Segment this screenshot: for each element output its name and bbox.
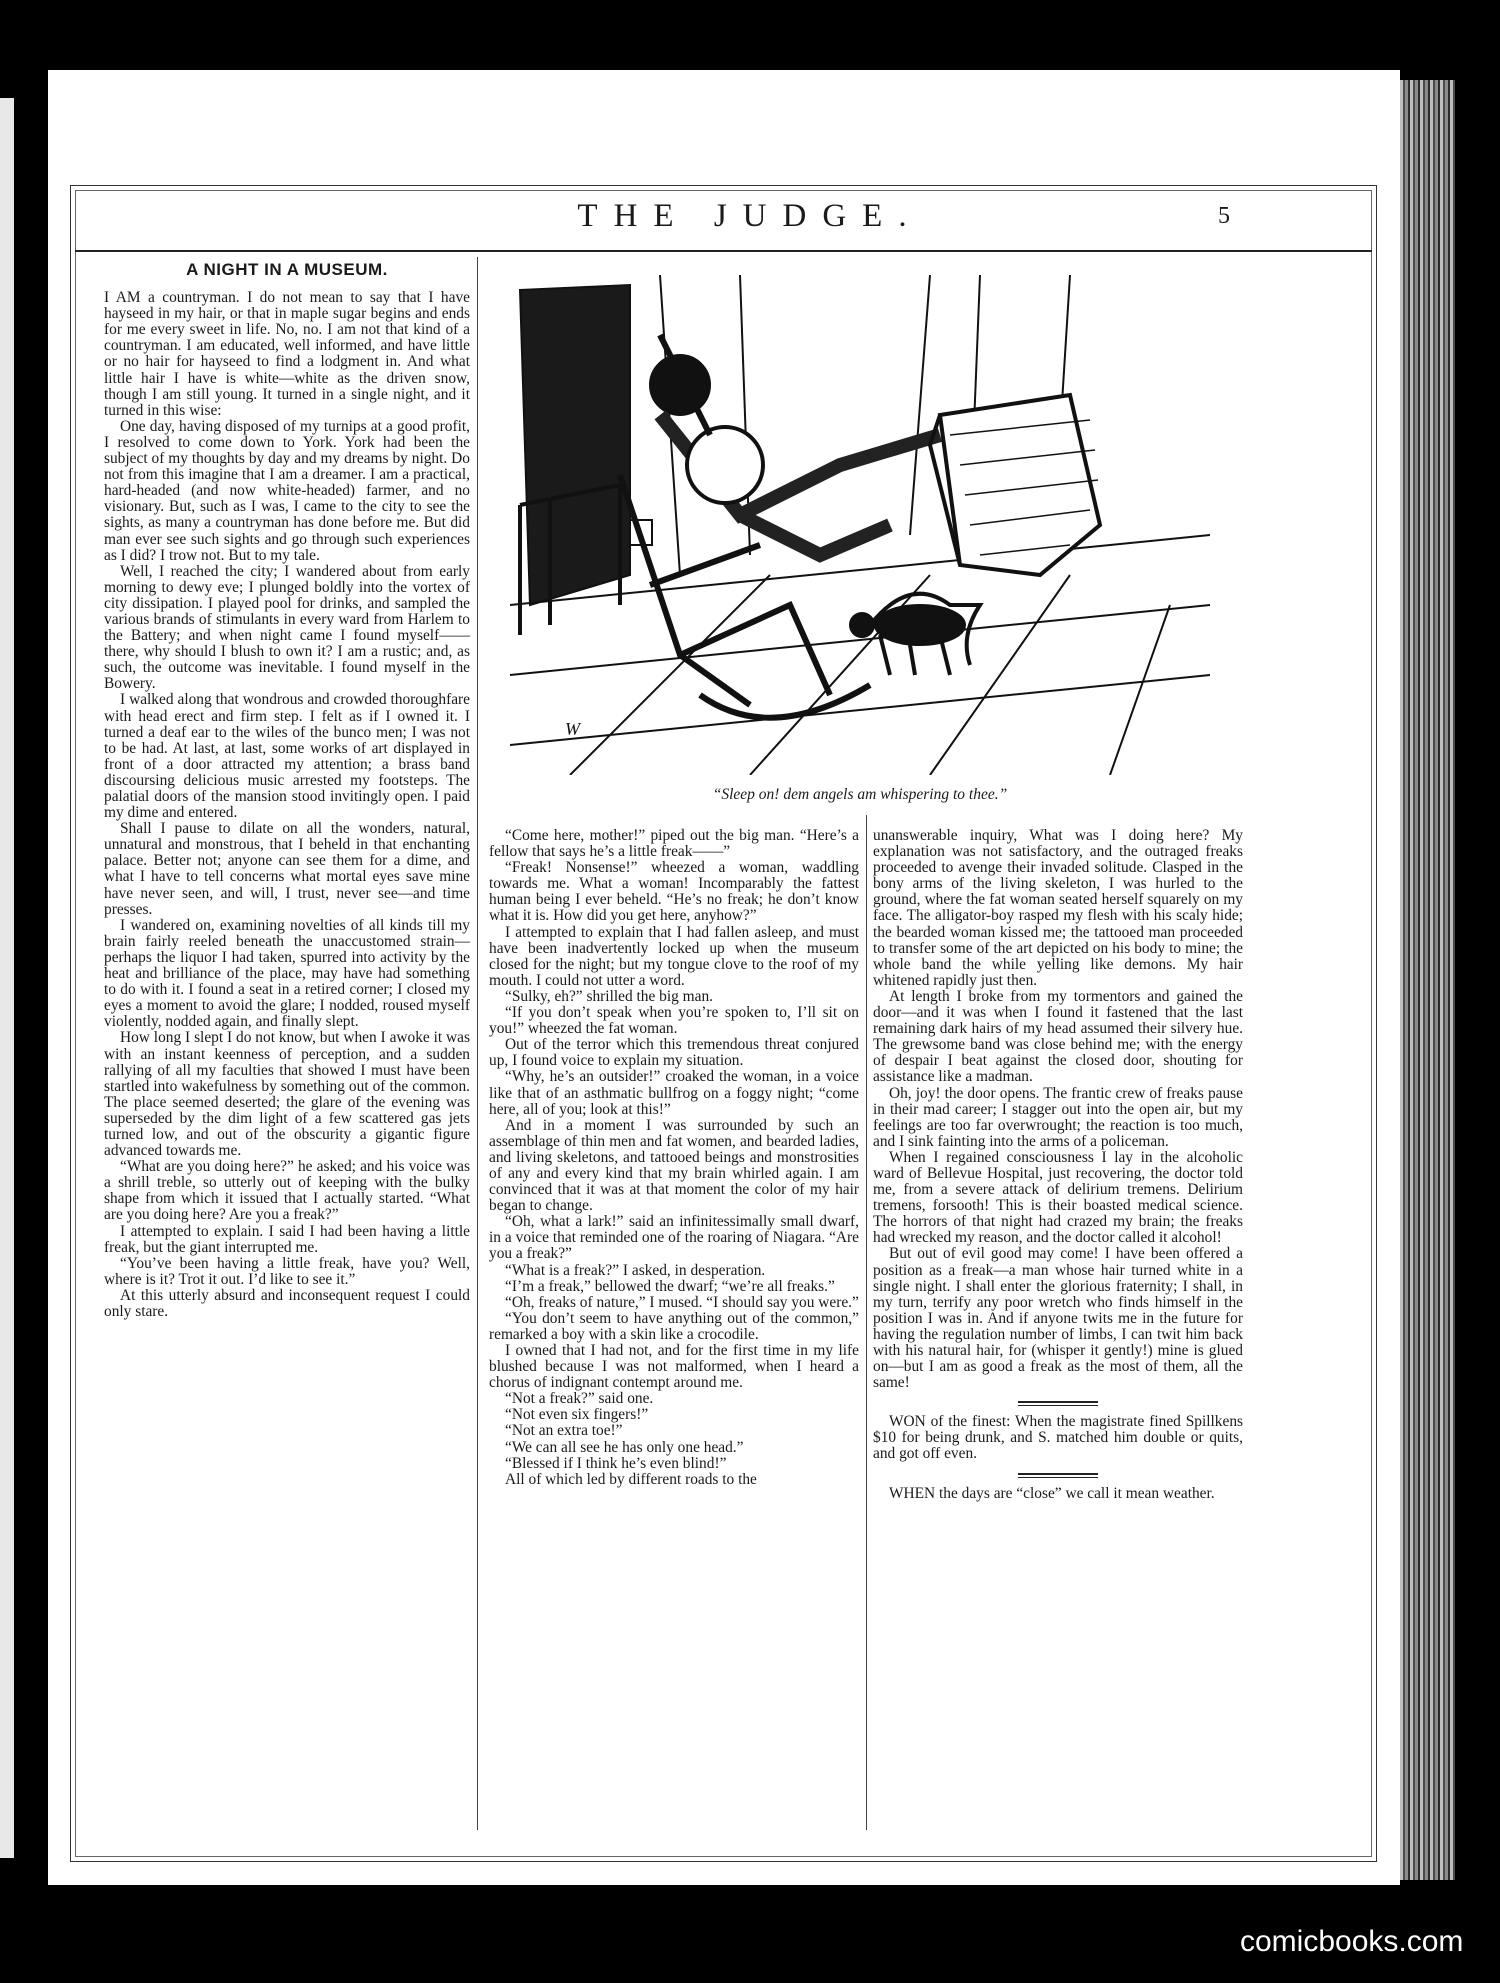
filler-paragraph: WON of the finest: When the magistrate fined Spillkens $10 for being drunk, and S. matched him double or quits, and got off even. [873, 1413, 1243, 1463]
illustration-drawing [510, 275, 1210, 775]
article-paragraph: I wandered on, examining novelties of all kinds till my brain fairly reeled beneath the unaccustomed strain—perhaps the liquor I had taken, spurred into activity by the heat and brilliance of the place, may have had something to do with it. I found a seat in a retired corner; I closed my eyes a moment to avoid the glare; I nodded, roused myself violently, nodded again, and finally slept. [104, 916, 470, 1031]
source-watermark: comicbooks.com [1240, 1925, 1464, 1958]
article-paragraph: Out of the terror which this tremendous threat conjured up, I found voice to explain my situation. [489, 1036, 859, 1070]
column-rule-2 [866, 815, 867, 1830]
article-paragraph: Oh, joy! the door opens. The frantic crew of freaks pause in their mad career; I stagger out into the open air, but my feelings are too far overwrought; the reaction is too much, and I sink fainting into the arms of a policeman. [873, 1084, 1243, 1150]
article-paragraph: “What are you doing here?” he asked; and his voice was a shrill treble, so utterly out of keeping with the bulky shape from which it issued that I actually started. “What are you doing here? Are you a freak?” [104, 1158, 470, 1224]
article-paragraph: I walked along that wondrous and crowded thoroughfare with head erect and firm step. I felt as if I owned it. I turned a deaf ear to the wiles of the bunco men; I was not to be had. At last, at last, some works of art displayed in front of a door attracted my attention; a brass band discoursing delicious music arrested my footsteps. The palatial doors of the mansion stood invitingly open. I paid my dime and entered. [104, 691, 470, 822]
article-paragraph: But out of evil good may come! I have been offered a position as a freak—a man whose hair turned white in a single night. I shall enter the glorious fraternity; I shall, in my turn, terrify any poor wretch who finds himself in the position I was in. And if anyone twits me in the future for having the regulation number of limbs, I can twit him back with his natural hair, for (whisper it gently!) mine is glued on—but I am as good a freak as the most of them, all the same! [873, 1245, 1243, 1392]
page-binding-left [0, 98, 14, 1858]
article-paragraph: “Blessed if I think he’s even blind!” [505, 1454, 727, 1472]
article-paragraph: “Sulky, eh?” shrilled the big man. [505, 987, 714, 1005]
article-paragraph: One day, having disposed of my turnips at a good profit, I resolved to come down to York. York had been the subject of my thoughts by day and my dreams by night. Do not from this imagine that I am a dreamer. I am a practical, hard-headed (and now white-headed) farmer, and no visionary. But, such as I was, I came to the city to see the sights, as many a countryman has done before me. But did man ever see such sights and go through such experiences as I did? I trow not. But to my tale. [104, 417, 470, 564]
article-paragraph: “Not even six fingers!” [505, 1406, 649, 1424]
article-paragraph: “What is a freak?” I asked, in desperation. [505, 1261, 766, 1279]
article-paragraph: “Oh, freaks of nature,” I mused. “I should say you were.” [505, 1293, 859, 1311]
article-paragraph: “Not an extra toe!” [505, 1422, 623, 1440]
article-paragraph: And in a moment I was surrounded by such an assemblage of thin men and fat women, and bearded ladies, and living skeletons, and tattooed beings and monstrosities of any and every kind that my brain whirled again. I am convinced that it was at that moment the color of my hair began to change. [489, 1116, 859, 1215]
article-paragraph: I AM a countryman. I do not mean to say that I have hayseed in my hair, or that in maple sugar begins and ends for me every sweet in life. No, no. I am not that kind of a countryman. I am educated, well informed, and have little or no hair for hayseed to find a lodgment in. And what little hair I have is white—white as the driven snow, though I am still young. It turned in a single night, and it turned in this wise: [104, 289, 470, 419]
article-paragraph: I attempted to explain. I said I had been having a little freak, but the giant interrupted me. [104, 1222, 470, 1256]
article-column-1 [104, 262, 470, 1320]
page-edges [1400, 80, 1455, 1880]
masthead-rule [75, 250, 1372, 252]
article-column-3 [873, 828, 1243, 1502]
section-divider [1018, 1401, 1098, 1406]
article-title: A NIGHT IN A MUSEUM. [186, 260, 388, 279]
article-paragraph: “You don’t seem to have anything out of the common,” remarked a boy with a skin like a crocodile. [489, 1309, 859, 1343]
article-paragraph: “We can all see he has only one head.” [505, 1438, 744, 1456]
article-paragraph: “Why, he’s an outsider!” croaked the woman, in a voice like that of an asthmatic bullfrog on a foggy night; “come here, all of you; look at this!” [489, 1068, 859, 1118]
column-rule-1 [477, 257, 478, 1830]
article-paragraph: At this utterly absurd and inconsequent request I could only stare. [104, 1286, 470, 1320]
article-paragraph: “Not a freak?” said one. [505, 1390, 654, 1408]
illustration-caption: “Sleep on! dem angels am whispering to thee.” [712, 786, 1008, 803]
article-paragraph: I owned that I had not, and for the first time in my life blushed because I was not malformed, when I heard a chorus of indignant contempt around me. [489, 1342, 859, 1392]
section-divider [1018, 1473, 1098, 1478]
article-paragraph: “I’m a freak,” bellowed the dwarf; “we’re all freaks.” [505, 1277, 835, 1295]
article-paragraph: “Oh, what a lark!” said an infinitessimally small dwarf, in a voice that reminded one of the roaring of Niagara. “Are you a freak?” [489, 1213, 859, 1263]
article-paragraph: “You’ve been having a little freak, have you? Well, where is it? Trot it out. I’d like to see it.” [104, 1254, 470, 1288]
artist-signature: W [565, 719, 580, 739]
article-paragraph: When I regained consciousness I lay in the alcoholic ward of Bellevue Hospital, just recovering, the doctor told me, from a severe attack of delirium tremens. Delirium tremens, forsooth! This is their boasted medical science. The horrors of that night had crazed my brain; the freaks had wrecked my reason, and the doctor called it alcohol! [873, 1148, 1243, 1247]
article-paragraph: At length I broke from my tormentors and gained the door—and it was when I found it fastened that the last remaining dark hairs of my head assumed their silvery hue. The grewsome band was close behind me; with the energy of despair I beat against the closed door, shouting for assistance like a madman. [873, 987, 1243, 1086]
article-paragraph: “Freak! Nonsense!” wheezed a woman, waddling towards me. What a woman! Incomparably the fattest human being I ever beheld. “He’s no freak; he don’t know what it is. How did you get here, anyhow?” [489, 859, 859, 925]
masthead-title: THE JUDGE. [577, 198, 923, 234]
page-number: 5 [1218, 203, 1230, 229]
article-paragraph: unanswerable inquiry, What was I doing here? My explanation was not satisfactory, and the outraged freaks proceeded to avenge their invaded solitude. Clasped in the bony arms of the living skeleton, I was hurled to the ground, where the fat woman seated herself squarely on my face. The alligator-boy rasped my flesh with his scaly hide; the bearded woman kissed me; the tattooed man proceeded to transfer some of the art depicted on his body to mine; the whole band the while yelling like demons. My hair whitened rapidly just then. [873, 827, 1243, 989]
article-paragraph: All of which led by different roads to the [505, 1470, 757, 1488]
article-paragraph: How long I slept I do not know, but when I awoke it was with an instant keenness of perception, and a sudden rallying of all my faculties that showed I must have been startled into wakefulness by something out of the common. The place seemed deserted; the glare of the evening was superseded by the dim light of a few scattered gas jets turned low, and out of the obscurity a gigantic figure advanced towards me. [104, 1029, 470, 1160]
illustration [510, 275, 1210, 775]
article-paragraph: I attempted to explain that I had fallen asleep, and must have been inadvertently locked up when the museum closed for the night; but my tongue clove to the roof of my mouth. I could not utter a word. [489, 923, 859, 989]
article-paragraph: “If you don’t speak when you’re spoken to, I’ll sit on you!” wheezed the fat woman. [489, 1004, 859, 1038]
article-paragraph: Well, I reached the city; I wandered about from early morning to dewy eve; I plunged boldly into the vortex of city dissipation. I played pool for drinks, and sampled the various brands of stimulants in every ward from Harlem to the Battery; and when night came I found myself——there, why should I blush to own it? I am a rustic; and, as such, the outcome was inevitable. I found myself in the Bowery. [104, 562, 470, 693]
filler-paragraph: WHEN the days are “close” we call it mean weather. [889, 1484, 1215, 1502]
article-paragraph: Shall I pause to dilate on all the wonders, natural, unnatural and monstrous, that I beheld in that enchanting palace. Better not; anyone can see them for a dime, and what I have to tell concerns what mortal eyes save mine have never seen, and will, I trust, never see—and time presses. [104, 820, 470, 918]
article-paragraph: “Come here, mother!” piped out the big man. “Here’s a fellow that says he’s a little freak——” [489, 827, 859, 861]
article-column-2 [489, 828, 859, 1488]
